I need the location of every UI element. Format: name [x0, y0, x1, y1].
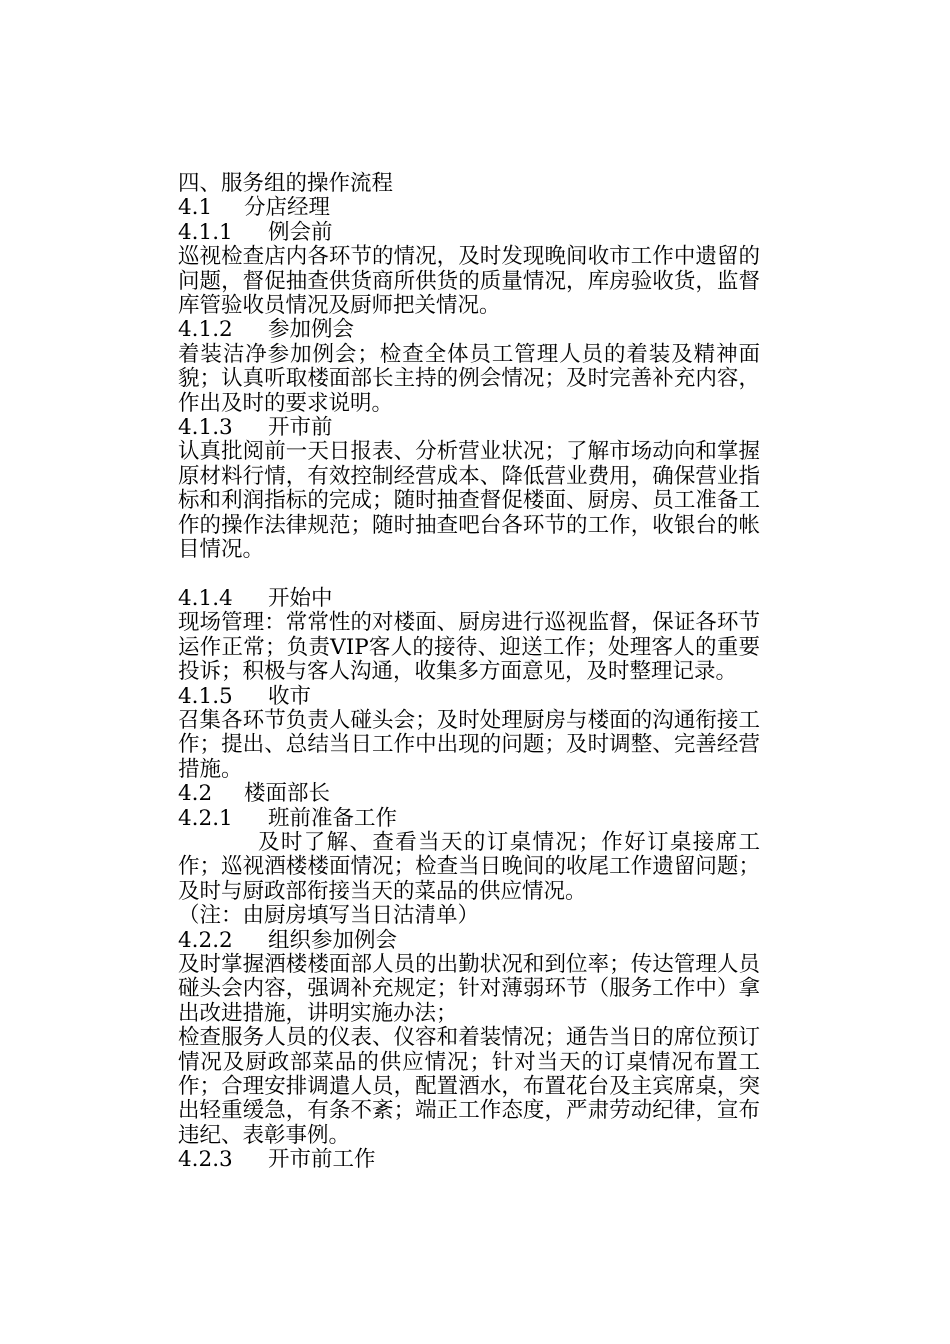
paragraph-4-1-5: 召集各环节负责人碰头会；及时处理厨房与楼面的沟通衔接工作；提出、总结当日工作中出现的问题；及时调整、完善经营措施。 — [178, 707, 760, 782]
paragraph-4-1-1: 巡视检查店内各环节的情况，及时发现晚间收市工作中遗留的问题，督促抽查供货商所供货的质量情况，库房验收货，监督库管验收员情况及厨师把关情况。 — [178, 244, 760, 319]
note-4-2-1: （注：由厨房填写当日沽清单） — [178, 903, 480, 929]
heading-4-1-3: 4.1.3 开市前 — [178, 415, 333, 441]
paragraph-4-2-2b: 检查服务人员的仪表、仪容和着装情况；通告当日的席位预订情况及厨政部菜品的供应情况；针对当天的订桌情况布置工作；合理安排调遣人员，配置酒水，布置花台及主宾席桌，突出轻重缓急，有条不紊；端正工作态度，严肃劳动纪律，宣布违纪、表彰事例。 — [178, 1025, 760, 1148]
heading-4-2-2: 4.2.2 组织参加例会 — [178, 927, 398, 953]
heading-4-1-2: 4.1.2 参加例会 — [178, 317, 355, 343]
blank-line — [178, 563, 760, 587]
heading-4-2: 4.2 楼面部长 — [178, 781, 331, 807]
heading-4-2-3: 4.2.3 开市前工作 — [178, 1147, 376, 1173]
heading-4-1: 4.1 分店经理 — [178, 195, 331, 221]
document-page — [178, 172, 760, 1173]
heading-4-1-5: 4.1.5 收市 — [178, 683, 312, 709]
heading-4-2-1: 4.2.1 班前准备工作 — [178, 805, 398, 831]
paragraph-4-2-2a: 及时掌握酒楼楼面部人员的出勤状况和到位率；传达管理人员碰头会内容，强调补充规定；针对薄弱环节（服务工作中）拿出改进措施，讲明实施办法； — [178, 951, 760, 1026]
paragraph-4-2-1: 及时了解、查看当天的订桌情况；作好订桌接席工作；巡视酒楼楼面情况；检查当日晚间的收尾工作遗留问题；及时与厨政部衔接当天的菜品的供应情况。 — [178, 829, 760, 904]
heading-4-1-4: 4.1.4 开始中 — [178, 585, 333, 611]
paragraph-4-1-3: 认真批阅前一天日报表、分析营业状况；了解市场动向和掌握原材料行情，有效控制经营成本、降低营业费用，确保营业指标和利润指标的完成；随时抽查督促楼面、厨房、员工准备工作的操作法律规范；随时抽查吧台各环节的工作，收银台的帐目情况。 — [178, 439, 760, 563]
section-title: 四、服务组的操作流程 — [178, 171, 394, 196]
paragraph-4-1-2: 着装洁净参加例会；检查全体员工管理人员的着装及精神面貌；认真听取楼面部长主持的例会情况；及时完善补充内容，作出及时的要求说明。 — [178, 341, 760, 416]
paragraph-4-1-4: 现场管理：常常性的对楼面、厨房进行巡视监督，保证各环节运作正常；负责VIP客人的接待、迎送工作；处理客人的重要投诉；积极与客人沟通，收集多方面意见，及时整理记录。 — [178, 610, 760, 685]
heading-4-1-1: 4.1.1 例会前 — [178, 219, 333, 245]
